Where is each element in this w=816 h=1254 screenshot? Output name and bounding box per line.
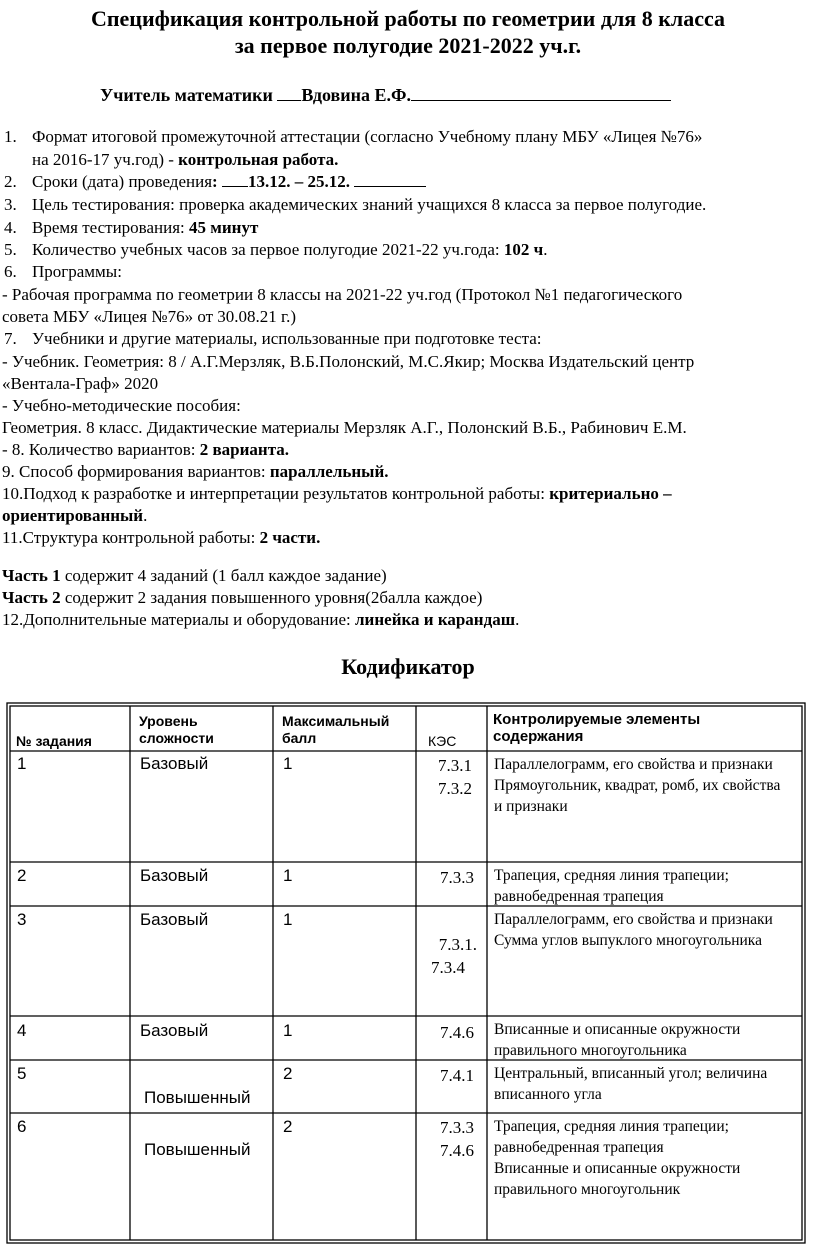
codifier-title: Кодификатор [341, 654, 475, 679]
item-2-number: 2. [4, 172, 17, 191]
item-10-bold-2: ориентированный [2, 506, 144, 525]
header-elements [493, 711, 700, 745]
row-2-elements [494, 865, 784, 907]
header-score [282, 713, 389, 747]
row-6-score: 2 [283, 1117, 293, 1136]
item-10-text: 10.Подход к разработке и интерпретации результатов контрольной работы: [2, 484, 550, 503]
row-5-element-1: Центральный, вписанный угол; величина вписанного угла [494, 1065, 768, 1103]
row-1-elements [494, 754, 784, 817]
row-5-num: 5 [17, 1064, 27, 1083]
part-2-text: содержит 2 задания повышенного уровня(2балла каждое) [60, 588, 483, 607]
row-6-elements [494, 1116, 784, 1200]
item-12-bold: линейка и карандаш [355, 610, 516, 629]
row-3-kes [425, 933, 477, 979]
item-4-bold: 45 минут [189, 218, 259, 237]
item-6-number: 6. [4, 262, 17, 281]
header-elements-line-2: содержания [493, 728, 584, 745]
item-12-text: 12.Дополнительные материалы и оборудование: [2, 610, 356, 629]
row-3-kes-2: 7.3.4 [431, 958, 465, 977]
teacher-label: Учитель математики [100, 85, 273, 105]
row-2-score: 1 [283, 866, 293, 885]
item-2-text: Сроки (дата) проведения [32, 172, 213, 191]
header-level [139, 713, 214, 747]
row-6-kes-2: 7.4.6 [440, 1141, 474, 1160]
textbook-line-2: «Вентала-Граф» 2020 [2, 374, 159, 393]
header-num: № задания [16, 733, 92, 749]
row-3-kes-1: 7.3.1. [438, 935, 477, 954]
item-11-text: 11.Структура контрольной работы: [2, 528, 260, 547]
item-5-number: 5. [4, 240, 17, 259]
row-1-score: 1 [283, 754, 293, 773]
header-level-line-1: Уровень [139, 713, 198, 729]
item-3-number: 3. [4, 195, 17, 214]
header-kes: КЭС [428, 733, 457, 749]
program-line-1: - Рабочая программа по геометрии 8 классы на 2021-22 уч.год (Протокол №1 педагогического [2, 285, 683, 304]
item-10-end: . [143, 506, 148, 525]
row-5-level: Повышенный [144, 1088, 251, 1107]
row-2-element-1: Трапеция, средняя линия трапеции; равнобедренная трапеция [494, 867, 729, 905]
row-5-kes-1: 7.4.1 [440, 1066, 474, 1085]
row-1-num: 1 [17, 754, 27, 773]
row-6-num: 6 [17, 1117, 27, 1136]
row-6-kes-1: 7.3.3 [440, 1118, 474, 1137]
item-5-end: . [543, 240, 548, 259]
item-2-colon: : [212, 172, 218, 191]
row-4-elements [494, 1019, 784, 1061]
row-6-element-1: Трапеция, средняя линия трапеции; равнобедренная трапеция [494, 1118, 729, 1156]
item-1-number: 1. [4, 127, 17, 146]
item-5-bold: 102 ч [503, 240, 544, 259]
row-2-level: Базовый [140, 866, 209, 885]
row-1-element-2: Прямоугольник, квадрат, ромб, их свойства и признаки [494, 777, 781, 815]
row-3-num: 3 [17, 910, 27, 929]
item-9-text: 9. Способ формирования вариантов: [2, 462, 270, 481]
item-4-number: 4. [4, 218, 17, 237]
header-elements-line-1: Контролируемые элементы [493, 711, 701, 728]
row-2-kes-1: 7.3.3 [440, 868, 474, 887]
row-3-elements [494, 909, 784, 951]
document-title-line-2: за первое полугодие 2021-2022 уч.г. [234, 33, 582, 58]
row-2-num: 2 [17, 866, 27, 885]
item-9-bold: параллельный. [269, 462, 389, 481]
row-5-elements [494, 1063, 784, 1105]
item-1-text-2: на 2016-17 уч.год) - [32, 150, 179, 169]
row-1-kes [420, 754, 472, 800]
header-level-line-2: сложности [139, 730, 214, 746]
item-3-text: Цель тестирования: проверка академических знаний учащихся 8 класса за первое полугодие. [32, 195, 707, 214]
row-6-kes [422, 1116, 474, 1162]
row-4-kes-1: 7.4.6 [440, 1023, 474, 1042]
row-1-kes-2: 7.3.2 [438, 779, 472, 798]
item-1-bold: контрольная работа. [178, 150, 339, 169]
part-1-text: содержит 4 заданий (1 балл каждое задание) [60, 566, 387, 585]
row-1-kes-1: 7.3.1 [438, 756, 472, 775]
header-score-line-2: балл [282, 730, 317, 746]
aids-line-2: Геометрия. 8 класс. Дидактические материалы Мерзляк А.Г., Полонский В.Б., Рабинович Е.М. [2, 418, 687, 437]
item-4-text: Время тестирования: [32, 218, 190, 237]
item-8-bold: 2 варианта. [199, 440, 290, 459]
document-title-line-1: Спецификация контрольной работы по геометрии для 8 класса [90, 6, 726, 31]
item-10-bold: критериально – [549, 484, 672, 503]
row-5-kes [422, 1064, 474, 1087]
program-line-2: совета МБУ «Лицея №76» от 30.08.21 г.) [2, 307, 296, 326]
row-5-score: 2 [283, 1064, 293, 1083]
part-1-label: Часть 1 [2, 566, 61, 585]
row-3-element-1: Параллелограмм, его свойства и признаки [494, 911, 773, 928]
row-3-element-2: Сумма углов выпуклого многоугольника [494, 932, 762, 949]
row-1-element-1: Параллелограмм, его свойства и признаки [494, 756, 773, 773]
row-4-score: 1 [283, 1021, 293, 1040]
row-3-level: Базовый [140, 910, 209, 929]
row-4-element-1: Вписанные и описанные окружности правильного многоугольника [494, 1021, 741, 1059]
item-11-bold: 2 части. [259, 528, 321, 547]
row-4-num: 4 [17, 1021, 27, 1040]
item-7-number: 7. [4, 329, 17, 348]
row-6-element-2: Вписанные и описанные окружности правильного многоугольник [494, 1160, 741, 1198]
row-4-level: Базовый [140, 1021, 209, 1040]
aids-line-1: - Учебно-методические пособия: [2, 396, 241, 415]
item-6-text: Программы: [32, 262, 122, 281]
row-2-kes [422, 866, 474, 889]
item-5-text: Количество учебных часов за первое полугодие 2021-22 уч.года: [32, 240, 504, 259]
part-2-label: Часть 2 [2, 588, 61, 607]
row-6-level: Повышенный [144, 1140, 251, 1159]
row-3-score: 1 [283, 910, 293, 929]
textbook-line-1: - Учебник. Геометрия: 8 / А.Г.Мерзляк, В.Б.Полонский, М.С.Якир; Москва Издательский центр [2, 352, 695, 371]
item-12-end: . [515, 610, 520, 629]
row-1-level: Базовый [140, 754, 209, 773]
row-4-kes [422, 1021, 474, 1044]
item-2-dates: 13.12. – 25.12. [247, 172, 350, 191]
header-score-line-1: Максимальный [282, 713, 390, 729]
item-7-text: Учебники и другие материалы, использованные при подготовке теста: [32, 329, 542, 348]
item-8-text: - 8. Количество вариантов: [2, 440, 200, 459]
item-1-text: Формат итоговой промежуточной аттестации (согласно Учебному плану МБУ «Лицея №76» [32, 127, 703, 146]
teacher-name: Вдовина Е.Ф. [301, 85, 411, 105]
